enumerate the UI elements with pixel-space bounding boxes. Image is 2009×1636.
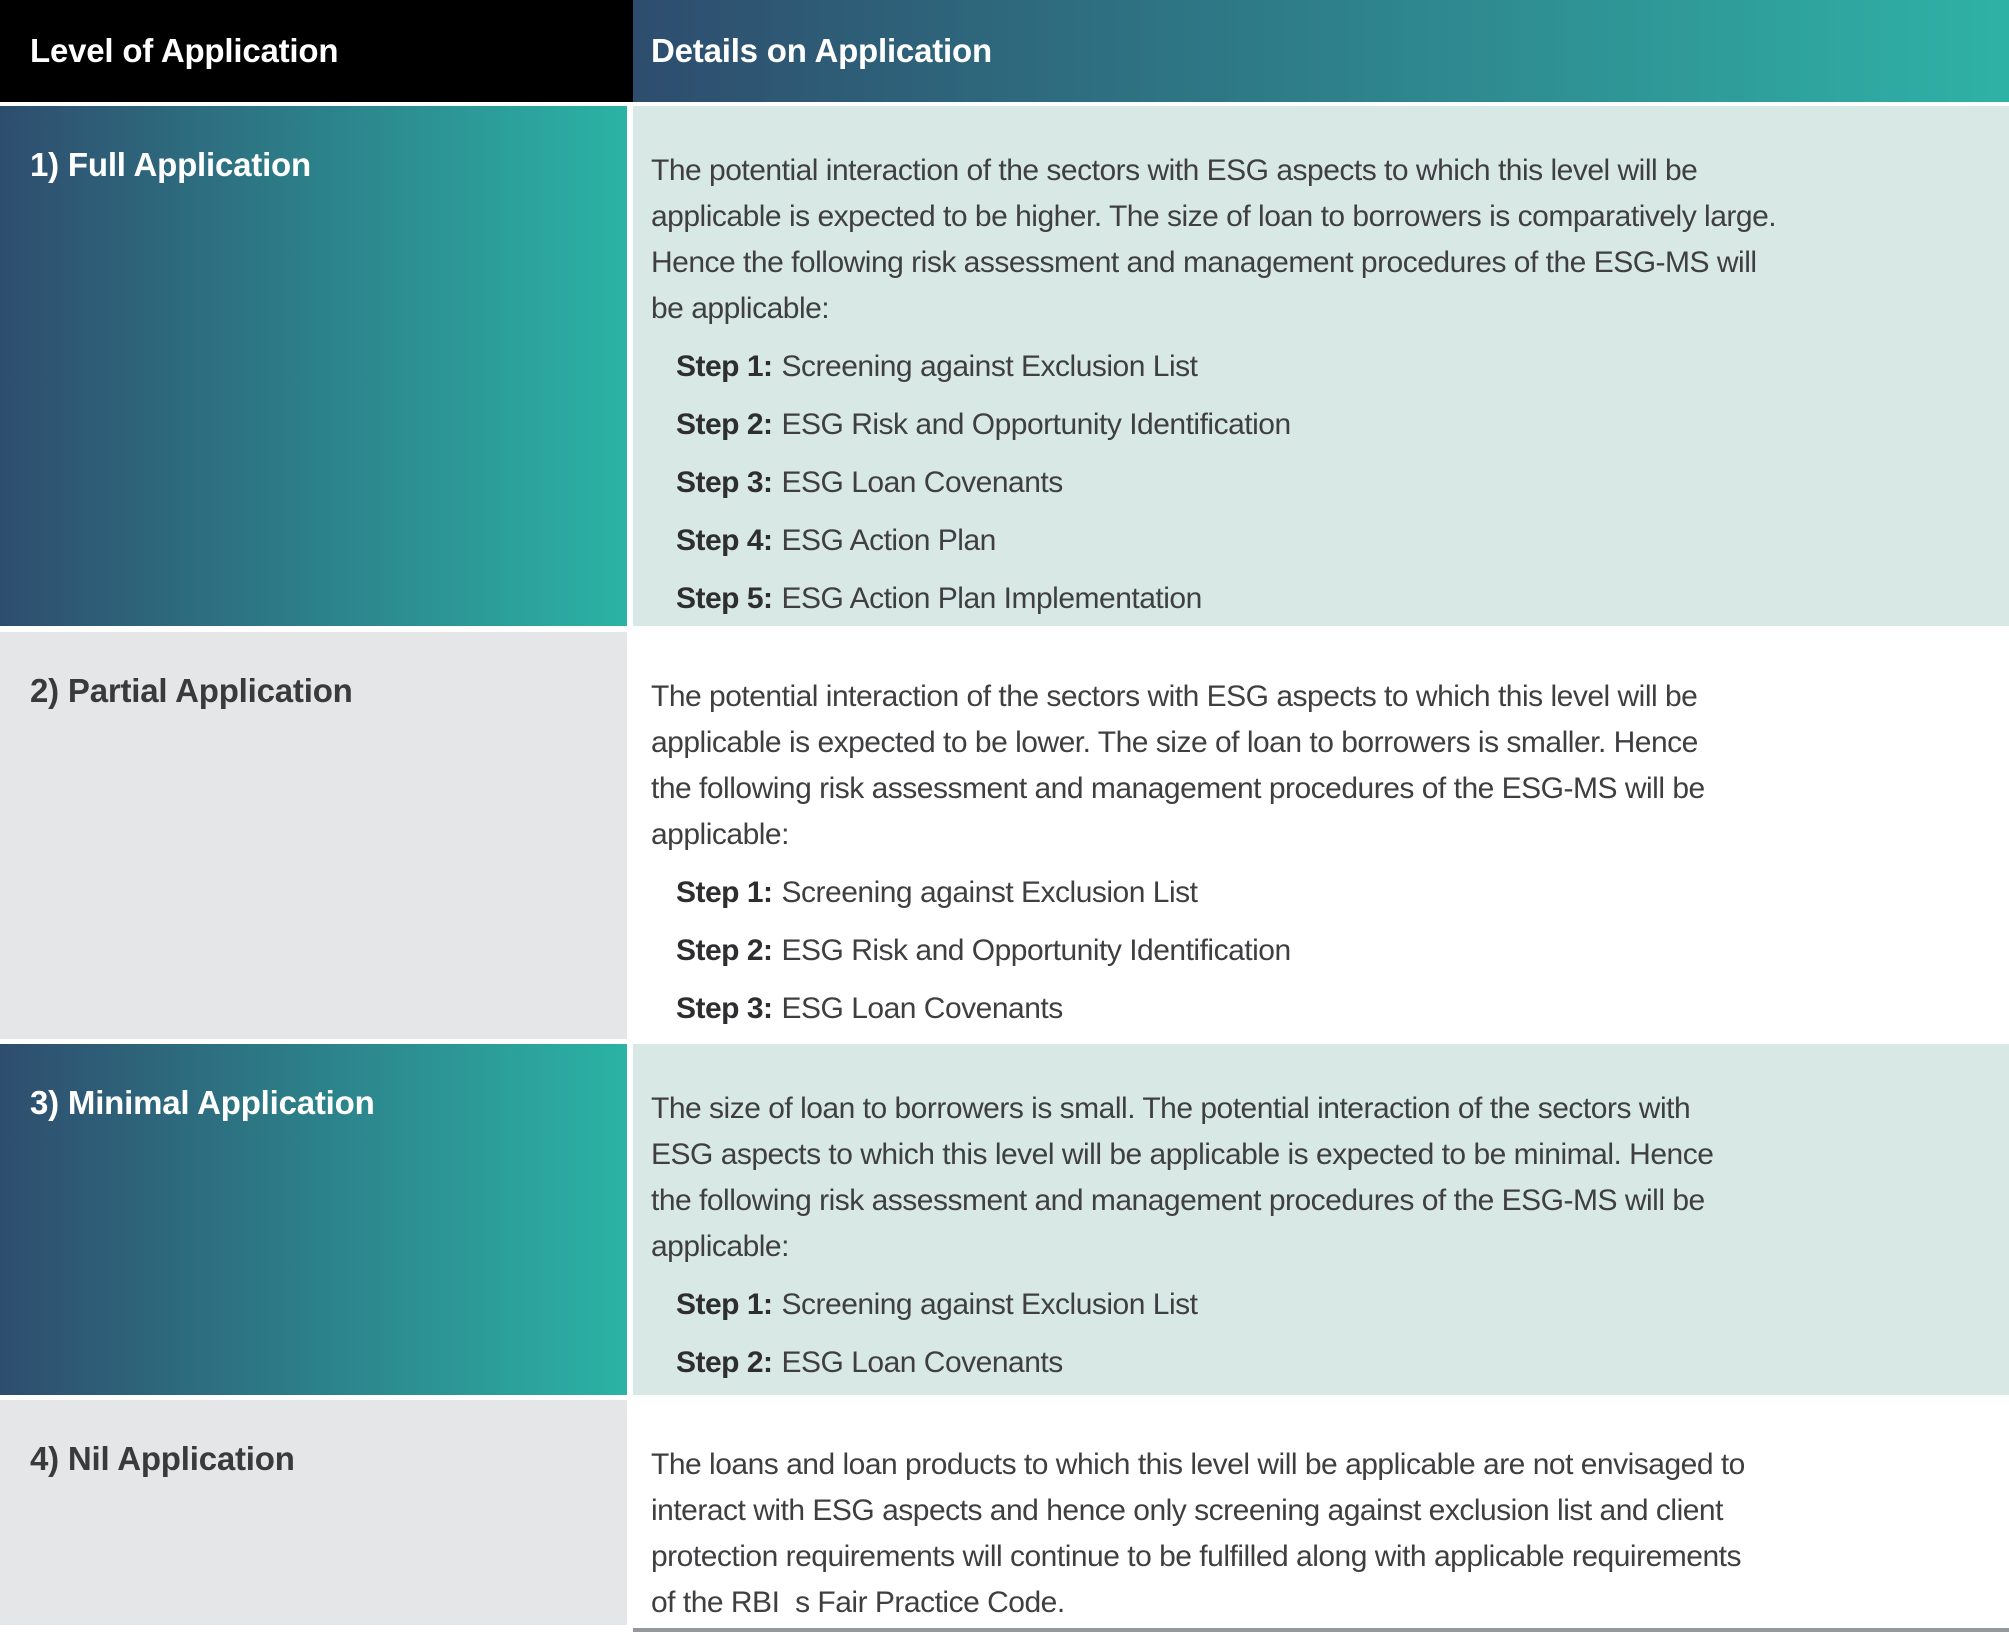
step-number: Step 4:: [676, 524, 773, 557]
level-cell-minimal-application: [0, 1044, 627, 1395]
step-number: Step 3:: [676, 466, 773, 499]
steps-list: [651, 344, 1964, 622]
paragraph-line: applicable is expected to be higher. The size of loan to borrowers is comparatively large.: [651, 200, 1777, 233]
step-text: ESG Risk and Opportunity Identification: [781, 408, 1291, 441]
step-number: Step 3:: [676, 992, 773, 1025]
paragraph-line: applicable:: [651, 1230, 789, 1263]
table-row-full-application: [0, 106, 2009, 626]
paragraph-line: The size of loan to borrowers is small. The potential interaction of the sectors with: [651, 1092, 1691, 1125]
paragraph-line: ESG aspects to which this level will be applicable is expected to be minimal. Hence: [651, 1138, 1714, 1171]
level-label-minimal-application: 3) Minimal Application: [30, 1084, 375, 1121]
table-row-partial-application: [0, 632, 2009, 1039]
step-text: Screening against Exclusion List: [781, 350, 1198, 383]
step-item: [676, 576, 1964, 622]
paragraph-line: interact with ESG aspects and hence only screening against exclusion list and client: [651, 1494, 1723, 1527]
step-number: Step 1:: [676, 1288, 773, 1321]
step-text: ESG Action Plan Implementation: [781, 582, 1202, 615]
paragraph-line: The potential interaction of the sectors with ESG aspects to which this level will be: [651, 680, 1698, 713]
header-details-label: Details on Application: [651, 32, 992, 69]
steps-list: [651, 870, 1964, 1032]
step-number: Step 2:: [676, 1346, 773, 1379]
level-label-partial-application: 2) Partial Application: [30, 672, 353, 709]
details-cell-partial-application: [633, 632, 2009, 1039]
step-number: Step 2:: [676, 408, 773, 441]
table-header-row: [0, 0, 2009, 102]
step-text: ESG Loan Covenants: [781, 992, 1063, 1025]
paragraph-line: the following risk assessment and management procedures of the ESG-MS will be: [651, 1184, 1705, 1217]
level-label-nil-application: 4) Nil Application: [30, 1440, 295, 1477]
step-item: [676, 1340, 1964, 1386]
table-row-nil-application: [0, 1400, 2009, 1636]
level-cell-partial-application: [0, 632, 627, 1039]
step-item: [676, 518, 1964, 564]
step-number: Step 1:: [676, 876, 773, 909]
level-cell-full-application: [0, 106, 627, 626]
step-text: ESG Loan Covenants: [781, 1346, 1063, 1379]
step-text: ESG Action Plan: [781, 524, 996, 557]
step-item: [676, 870, 1964, 916]
step-item: [676, 344, 1964, 390]
paragraph-line: be applicable:: [651, 292, 830, 325]
paragraph-line: the following risk assessment and management procedures of the ESG-MS will be: [651, 772, 1705, 805]
step-number: Step 2:: [676, 934, 773, 967]
paragraph-line: The loans and loan products to which this level will be applicable are not envisaged to: [651, 1448, 1745, 1481]
steps-list: [651, 1282, 1964, 1386]
details-paragraph: [651, 1442, 1964, 1626]
header-level-label: Level of Application: [30, 32, 339, 69]
step-number: Step 1:: [676, 350, 773, 383]
step-text: Screening against Exclusion List: [781, 1288, 1198, 1321]
details-cell-full-application: [633, 106, 2009, 626]
step-item: [676, 986, 1964, 1032]
paragraph-line: The potential interaction of the sectors with ESG aspects to which this level will be: [651, 154, 1698, 187]
paragraph-line: applicable:: [651, 818, 789, 851]
paragraph-line: protection requirements will continue to be fulfilled along with applicable requirements: [651, 1540, 1741, 1573]
step-text: Screening against Exclusion List: [781, 876, 1198, 909]
details-paragraph: [651, 674, 1964, 858]
step-text: ESG Risk and Opportunity Identification: [781, 934, 1291, 967]
paragraph-line: applicable is expected to be lower. The size of loan to borrowers is smaller. Hence: [651, 726, 1698, 759]
header-cell-details: [633, 0, 2009, 102]
step-item: [676, 1282, 1964, 1328]
level-label-full-application: 1) Full Application: [30, 146, 311, 183]
paragraph-line: of the RBI s Fair Practice Code.: [651, 1586, 1065, 1619]
details-paragraph: [651, 1086, 1964, 1270]
table-row-minimal-application: [0, 1044, 2009, 1395]
details-cell-nil-application: [633, 1400, 2009, 1632]
step-item: [676, 460, 1964, 506]
details-paragraph: [651, 148, 1964, 332]
paragraph-line: Hence the following risk assessment and management procedures of the ESG-MS will: [651, 246, 1757, 279]
details-cell-minimal-application: [633, 1044, 2009, 1395]
step-item: [676, 402, 1964, 448]
level-cell-nil-application: [0, 1400, 627, 1625]
step-text: ESG Loan Covenants: [781, 466, 1063, 499]
step-number: Step 5:: [676, 582, 773, 615]
header-cell-level: [0, 0, 627, 102]
step-item: [676, 928, 1964, 974]
